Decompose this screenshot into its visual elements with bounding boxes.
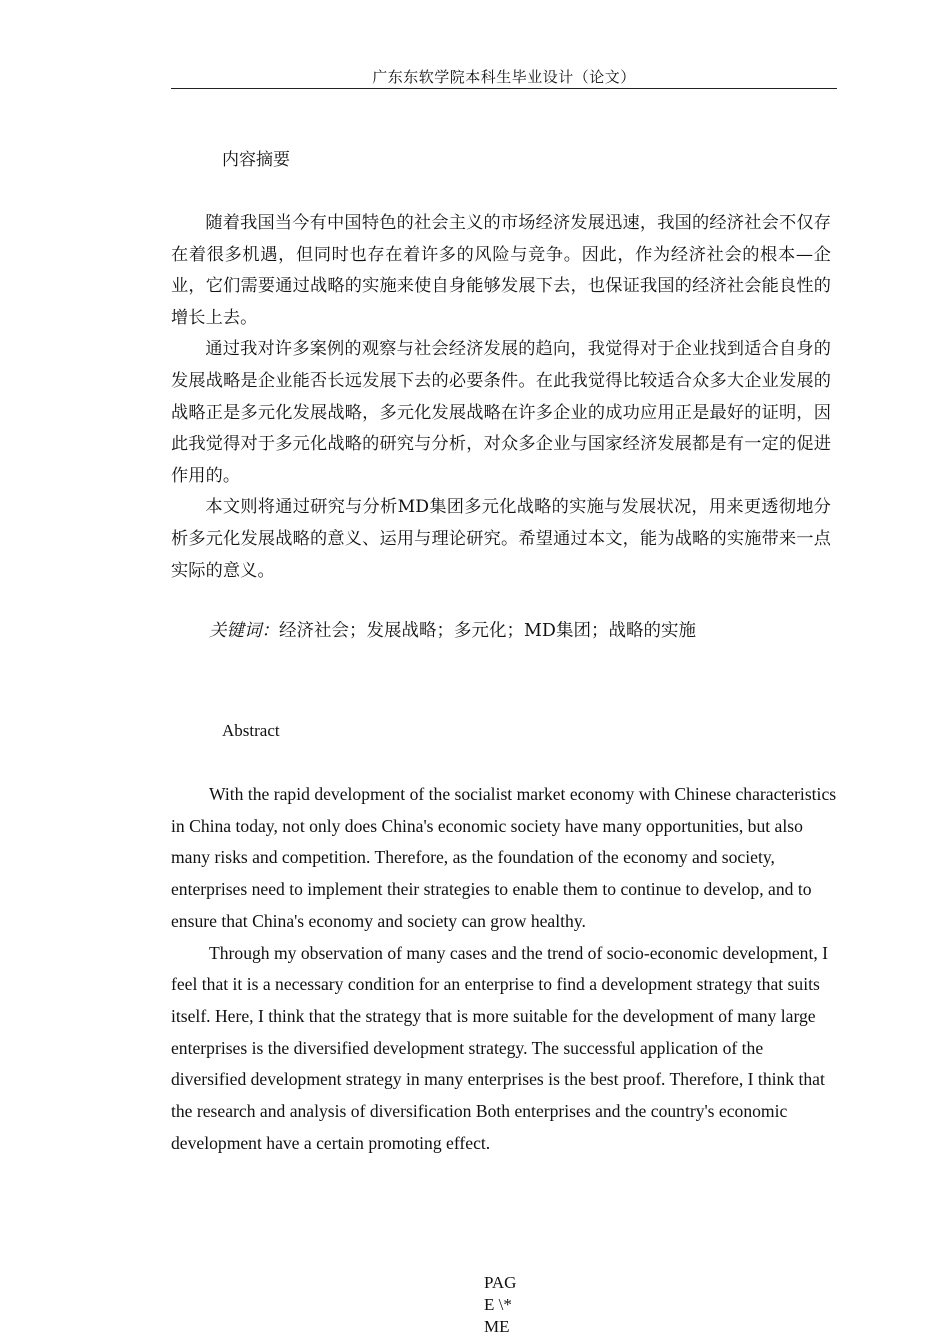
keywords-label: 关键词： <box>209 621 279 641</box>
chinese-abstract-paragraph: 随着我国当今有中国特色的社会主义的市场经济发展迅速，我国的经济社会不仅存在着很多机遇，但同时也存在着许多的风险与竞争。因此，作为经济社会的根本—企业，它们需要通过战略的实施来使自身能够发展下去，也保证我国的经济社会能良性的增长上去。 <box>171 213 831 328</box>
english-abstract-body <box>171 779 837 1159</box>
page-header: 广东东软学院本科生毕业设计（论文） <box>171 66 837 89</box>
chinese-abstract-body <box>171 208 831 587</box>
english-abstract-title: Abstract <box>222 721 280 740</box>
keywords-list: 经济社会；发展战略；多元化；MD集团；战略的实施 <box>279 621 696 641</box>
chinese-abstract-paragraph: 通过我对许多案例的观察与社会经济发展的趋向，我觉得对于企业找到适合自身的发展战略是企业能否长远发展下去的必要条件。在此我觉得比较适合众多大企业发展的战略正是多元化发展战略，多元化发展战略在许多企业的成功应用正是最好的证明，因此我觉得对于多元化战略的研究与分析，对众多企业与国家经济发展都是有一定的促进作用的。 <box>171 339 831 486</box>
chinese-abstract-title: 内容摘要 <box>222 150 290 170</box>
chinese-abstract-paragraph: 本文则将通过研究与分析MD集团多元化战略的实施与发展状况，用来更透彻地分析多元化发展战略的意义、运用与理论研究。希望通过本文，能为战略的实施带来一点实际的意义。 <box>171 497 831 581</box>
page-number-field: PAGE \* ME <box>484 1273 517 1336</box>
english-abstract-paragraph: With the rapid development of the socialist market economy with Chinese characteristics in China today, not only does China's economic society have many opportunities, but also many risks and competition. Therefore, as the foundation of the economy and society, enterprises need to implement their strategies to enable them to continue to develop, and to ensure that China's economy and society can grow healthy. <box>171 784 837 931</box>
english-abstract-paragraph: Through my observation of many cases and the trend of socio-economic development, I feel that it is a necessary condition for an enterprise to find a development strategy that suits itself. Here, I think that the strategy that is more suitable for the development of many large enterprises is the diversified development strategy. The successful application of the diversified development strategy in many enterprises is the best proof. Therefore, I think that the research and analysis of diversification Both enterprises and the country's economic development have a certain promoting effect. <box>171 942 829 1153</box>
chinese-keywords <box>209 617 696 645</box>
